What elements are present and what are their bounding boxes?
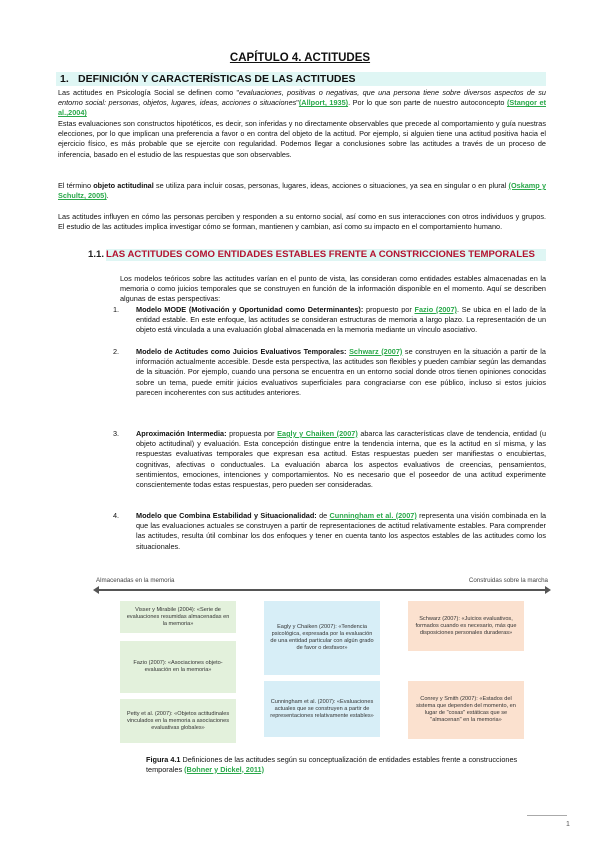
item-3-title: Aproximación Intermedia: bbox=[136, 429, 227, 438]
figure-caption bbox=[146, 755, 546, 774]
item-3-pre: propuesta por bbox=[226, 429, 278, 438]
axis-left-label: Almacenadas en la memoria bbox=[96, 577, 175, 584]
section-1-number: 1. bbox=[60, 73, 69, 85]
item-1-title: Modelo MODE (Motivación y Oportunidad como Determinantes): bbox=[136, 305, 364, 314]
paragraph-objeto-actitudinal bbox=[58, 181, 546, 201]
list-item bbox=[136, 429, 546, 490]
p1-text-c: . Por lo que son parte de nuestro autoconcepto bbox=[348, 98, 507, 108]
item-2-title: Modelo de Actitudes como Juicios Evaluativos Temporales: bbox=[136, 347, 347, 356]
section-1-1-title: LAS ACTITUDES COMO ENTIDADES ESTABLES FRENTE A CONSTRICCIONES TEMPORALES bbox=[106, 249, 535, 260]
p3-text-a: El término bbox=[58, 181, 94, 190]
p1-text-a: Las actitudes en Psicología Social se definen como " bbox=[58, 88, 240, 97]
section-1-heading bbox=[56, 72, 546, 86]
box-cunningham: Cunningham et al. (2007): «Evaluaciones actuales que se construyen a partir de representaciones relativamente estables» bbox=[264, 681, 380, 737]
item-4-text: representa una visión combinada en la que las evaluaciones actuales se construyen a partir de representaciones de actitud relativamente estables. Para comprender las actitudes, resulta útil combinar los dos enfoques y tener en cuenta tanto los aspectos estables de las actitudes como los situacionales. bbox=[136, 511, 546, 551]
list-marker: 1. bbox=[113, 305, 120, 314]
page-number: 1 bbox=[566, 821, 570, 828]
p1-quote: evaluaciones, positivas o negativas, que una persona tiene sobre diversos aspectos de su entorno social: personas, objetos, lugares, ideas, acciones o situaciones bbox=[58, 88, 546, 108]
section-1-title: DEFINICIÓN Y CARACTERÍSTICAS DE LAS ACTITUDES bbox=[78, 73, 356, 85]
section-1-1-heading bbox=[88, 249, 546, 261]
paragraph-influence: Las actitudes influyen en cómo las personas perciben y responden a su entorno social, así como en sus interacciones con otros individuos y grupos. El estudio de las actitudes implica investigar cómo se forman, mantienen y cambian, así como su impacto en el comportamiento humano. bbox=[58, 212, 546, 232]
box-eagly: Eagly y Chaiken (2007): «Tendencia psicológica, expresada por la evaluación de una entidad particular con algún grado de favor o desfavor» bbox=[264, 601, 380, 675]
list-marker: 2. bbox=[113, 347, 120, 356]
box-fazio: Fazio (2007): «Asociaciones objeto-evaluación en la memoria» bbox=[120, 641, 236, 693]
p3-bold-term: objeto actitudinal bbox=[93, 181, 154, 190]
item-1-pre: propuesto por bbox=[363, 305, 415, 314]
box-conrey: Conrey y Smith (2007): «Estados del sistema que dependen del momento, en lugar de "cosas" estáticas que se "almacenan" en la memoria» bbox=[408, 681, 524, 739]
p3-text-b: se utiliza para incluir cosas, personas, lugares, ideas, acciones o situaciones, ya sea en singular o en plural bbox=[153, 181, 509, 190]
item-3-text: abarca las características clave de tendencia, entidad (u objeto actitudinal) y evaluación. Esta concepción distingue entre la tendencia interna, que es la actitud en sí misma, y las respuestas evaluativas temporales que expresan esa actitud. Estas respuestas pueden ser manifiestas o encubiertas, cognitivas, afectivas o conductuales. La evaluación abarca los aspectos evaluativos de creencias, pensamientos, sentimientos, emociones, intenciones y comportamientos. No es necesario que el poseedor de una actitud experimente conscientemente todas estas respuestas, pero pueden ser consideradas. bbox=[136, 429, 547, 490]
citation-allport[interactable]: (Allport, 1935) bbox=[298, 98, 349, 108]
citation-stangor[interactable]: (Stangor et al.,2004) bbox=[58, 98, 547, 118]
p3-text-c: . bbox=[106, 191, 109, 201]
citation-cunningham[interactable]: Cunningham et al. (2007) bbox=[329, 511, 417, 520]
caption-text: Definiciones de las actitudes según su conceptualización de entidades estables frente a construcciones temporales bbox=[146, 755, 518, 774]
section-1-1-intro: Los modelos teóricos sobre las actitudes varían en el punto de vista, las consideran como entidades estables almacenadas en la memoria o como juicios temporales que se construyen en función de la información disponible en el momento. Aquí se describen algunas de estas perspectivas: bbox=[120, 274, 546, 304]
paragraph-constructs: Estas evaluaciones son constructos hipotéticos, es decir, son inferidas y no directamente observables que precede al comportamiento y guía nuestras elecciones, por lo que implican una preferencia a favor o en contra del objeto de la actitud. Por ejemplo, si alguien tiene una actitud positiva hacia el ejercicio físico, es más probable que se ejercite con regularidad. Podemos llegar a conclusiones sobre las actitudes a través de un proceso de inferencia, basado en el estudio de las respuestas que son observables. bbox=[58, 119, 546, 159]
p1-text-b: " bbox=[296, 98, 299, 108]
paragraph-definition bbox=[58, 88, 546, 119]
item-1-text: . Se ubica en el lado de la entidad estable. En este enfoque, las actitudes se consideran estructuras de memoria a largo plazo. La representación de un objeto está vinculada a una evaluación global almacenada en la memoria mediante un vínculo asociativo. bbox=[136, 305, 546, 335]
box-visser: Visser y Mirabile (2004): «Serie de evaluaciones resumidas almacenadas en la memoria» bbox=[120, 601, 236, 633]
continuum-axis bbox=[96, 589, 548, 591]
citation-fazio[interactable]: Fazio (2007) bbox=[414, 305, 457, 314]
citation-bohner[interactable]: (Bohner y Dickel, 2011) bbox=[184, 764, 265, 774]
chapter-title: CAPÍTULO 4. ACTITUDES bbox=[229, 52, 371, 64]
axis-right-label: Construidas sobre la marcha bbox=[468, 577, 548, 584]
caption-label: Figura 4.1 bbox=[146, 755, 181, 764]
arrow-left-icon bbox=[93, 586, 99, 594]
list-marker: 4. bbox=[113, 511, 120, 520]
footer-divider bbox=[527, 815, 567, 816]
arrow-right-icon bbox=[545, 586, 551, 594]
box-petty: Petty et al. (2007): «Objetos actitudinales vinculados en la memoria a asociaciones evaluativas globales» bbox=[120, 699, 236, 743]
list-marker: 3. bbox=[113, 429, 120, 438]
citation-oskamp[interactable]: (Oskamp y Schultz, 2005) bbox=[58, 181, 547, 201]
list-item bbox=[136, 511, 546, 552]
box-schwarz: Schwarz (2007): «Juicios evaluativos, formados cuando es necesario, más que disposiciones personales duraderas» bbox=[408, 601, 524, 651]
list-item bbox=[136, 305, 546, 336]
section-1-1-number: 1.1. bbox=[88, 249, 105, 260]
item-2-text: se construyen en la situación a partir de la información actualmente accesible. Desde esta perspectiva, las actitudes son flexibles y pueden cambiar según las demandas de la situación. Por ejemplo, cuando una persona se encuentra en un entorno social donde otros tienen opiniones conocidas sobre un tema, puede emitir juicios evaluativos superficiales para congraciarse con ese público, incluso si estos juicios parecen incoherentes con sus actitudes anteriores. bbox=[136, 347, 546, 397]
citation-eagly[interactable]: Eagly y Chaiken (2007) bbox=[277, 429, 358, 438]
figure-4-1 bbox=[96, 577, 548, 745]
item-4-pre: de bbox=[316, 511, 330, 520]
citation-schwarz[interactable]: Schwarz (2007) bbox=[349, 347, 403, 356]
item-4-title: Modelo que Combina Estabilidad y Situacionalidad: bbox=[136, 511, 317, 520]
list-item bbox=[136, 347, 546, 398]
